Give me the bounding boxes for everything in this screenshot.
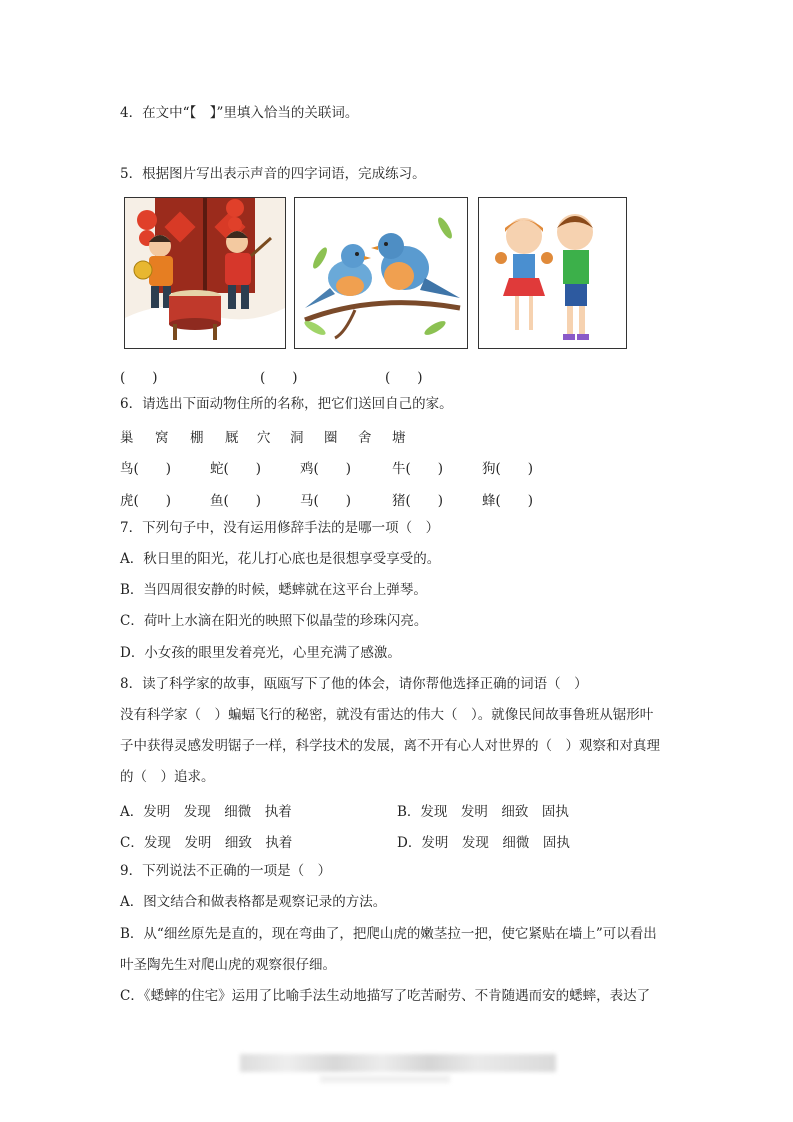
blurred-footer: [240, 1054, 556, 1072]
animal-blank[interactable]: 蜂( ): [482, 493, 534, 509]
girl-and-boy-whispering-picture: [478, 197, 627, 349]
blurred-footer-sub: [320, 1075, 450, 1083]
q9-option-b[interactable]: B．从“细丝原先是直的，现在弯曲了，把爬山虎的嫩茎拉一把，使它紧贴在墙上”可以看出: [120, 926, 657, 942]
home-word: 厩: [225, 430, 239, 446]
home-word: 舍: [358, 430, 372, 446]
home-word: 巢: [120, 430, 134, 446]
animal-blank[interactable]: 狗( ): [482, 461, 534, 477]
animal-blank[interactable]: 马( ): [300, 493, 352, 509]
question-5: 5．根据图片写出表示声音的四字词语，完成练习。: [120, 166, 426, 182]
animal-blank[interactable]: 虎( ): [120, 493, 172, 509]
home-word: 圈: [324, 430, 338, 446]
q8-option-a[interactable]: A．发明 发现 细微 执着: [120, 804, 292, 820]
home-word: 洞: [290, 430, 304, 446]
home-word: 穴: [257, 430, 271, 446]
q9-option-b-continued: 叶圣陶先生对爬山虎的观察很仔细。: [120, 957, 336, 973]
q9-option-c[interactable]: C．《蟋蟀的住宅》运用了比喻手法生动地描写了吃苦耐劳、不肯随遇而安的蟋蟀，表达了: [120, 988, 651, 1004]
answer-blank-2[interactable]: ( ): [260, 370, 298, 386]
q7-option-b[interactable]: B．当四周很安静的时候，蟋蟀就在这平台上弹琴。: [120, 582, 427, 598]
two-birds-on-branch-picture: [294, 197, 468, 349]
q8-option-d[interactable]: D．发明 发现 细微 固执: [397, 835, 570, 851]
drum-and-cymbal-boys-picture: [124, 197, 286, 349]
q8-passage-line: 没有科学家（ ）蝙蝠飞行的秘密，就没有雷达的伟大（ ）。就像民间故事鲁班从锯形叶: [120, 707, 654, 723]
q7-option-c[interactable]: C．荷叶上水滴在阳光的映照下似晶莹的珍珠闪亮。: [120, 613, 428, 629]
home-word: 塘: [392, 430, 406, 446]
answer-blank-3[interactable]: ( ): [385, 370, 423, 386]
q7-option-d[interactable]: D．小女孩的眼里发着亮光，心里充满了感激。: [120, 645, 401, 661]
q7-option-a[interactable]: A．秋日里的阳光，花儿打心底也是很想享受享受的。: [120, 551, 441, 567]
question-8: 8．读了科学家的故事，瓯瓯写下了他的体会，请你帮他选择正确的词语（ ）: [120, 676, 588, 692]
home-word: 窝: [155, 430, 169, 446]
home-word: 棚: [190, 430, 204, 446]
animal-blank[interactable]: 蛇( ): [210, 461, 262, 477]
animal-blank[interactable]: 猪( ): [392, 493, 444, 509]
question-9: 9．下列说法不正确的一项是（ ）: [120, 863, 332, 879]
animal-blank[interactable]: 鸡( ): [300, 461, 352, 477]
q8-option-b[interactable]: B．发现 发明 细致 固执: [397, 804, 569, 820]
answer-blank-1[interactable]: ( ): [120, 370, 158, 386]
animal-blank[interactable]: 牛( ): [392, 461, 444, 477]
q8-passage-line: 的（ ）追求。: [120, 769, 215, 785]
q9-option-a[interactable]: A．图文结合和做表格都是观察记录的方法。: [120, 894, 387, 910]
q8-option-c[interactable]: C．发现 发明 细致 执着: [120, 835, 293, 851]
question-6: 6．请选出下面动物住所的名称，把它们送回自己的家。: [120, 396, 453, 412]
animal-blank[interactable]: 鸟( ): [120, 461, 172, 477]
question-4: 4．在文中“【 】”里填入恰当的关联词。: [120, 105, 359, 121]
question-7: 7．下列句子中，没有运用修辞手法的是哪一项（ ）: [120, 520, 440, 536]
q8-passage-line: 子中获得灵感发明锯子一样，科学技术的发展，离不开有心人对世界的（ ）观察和对真理: [120, 738, 660, 754]
animal-blank[interactable]: 鱼( ): [210, 493, 262, 509]
